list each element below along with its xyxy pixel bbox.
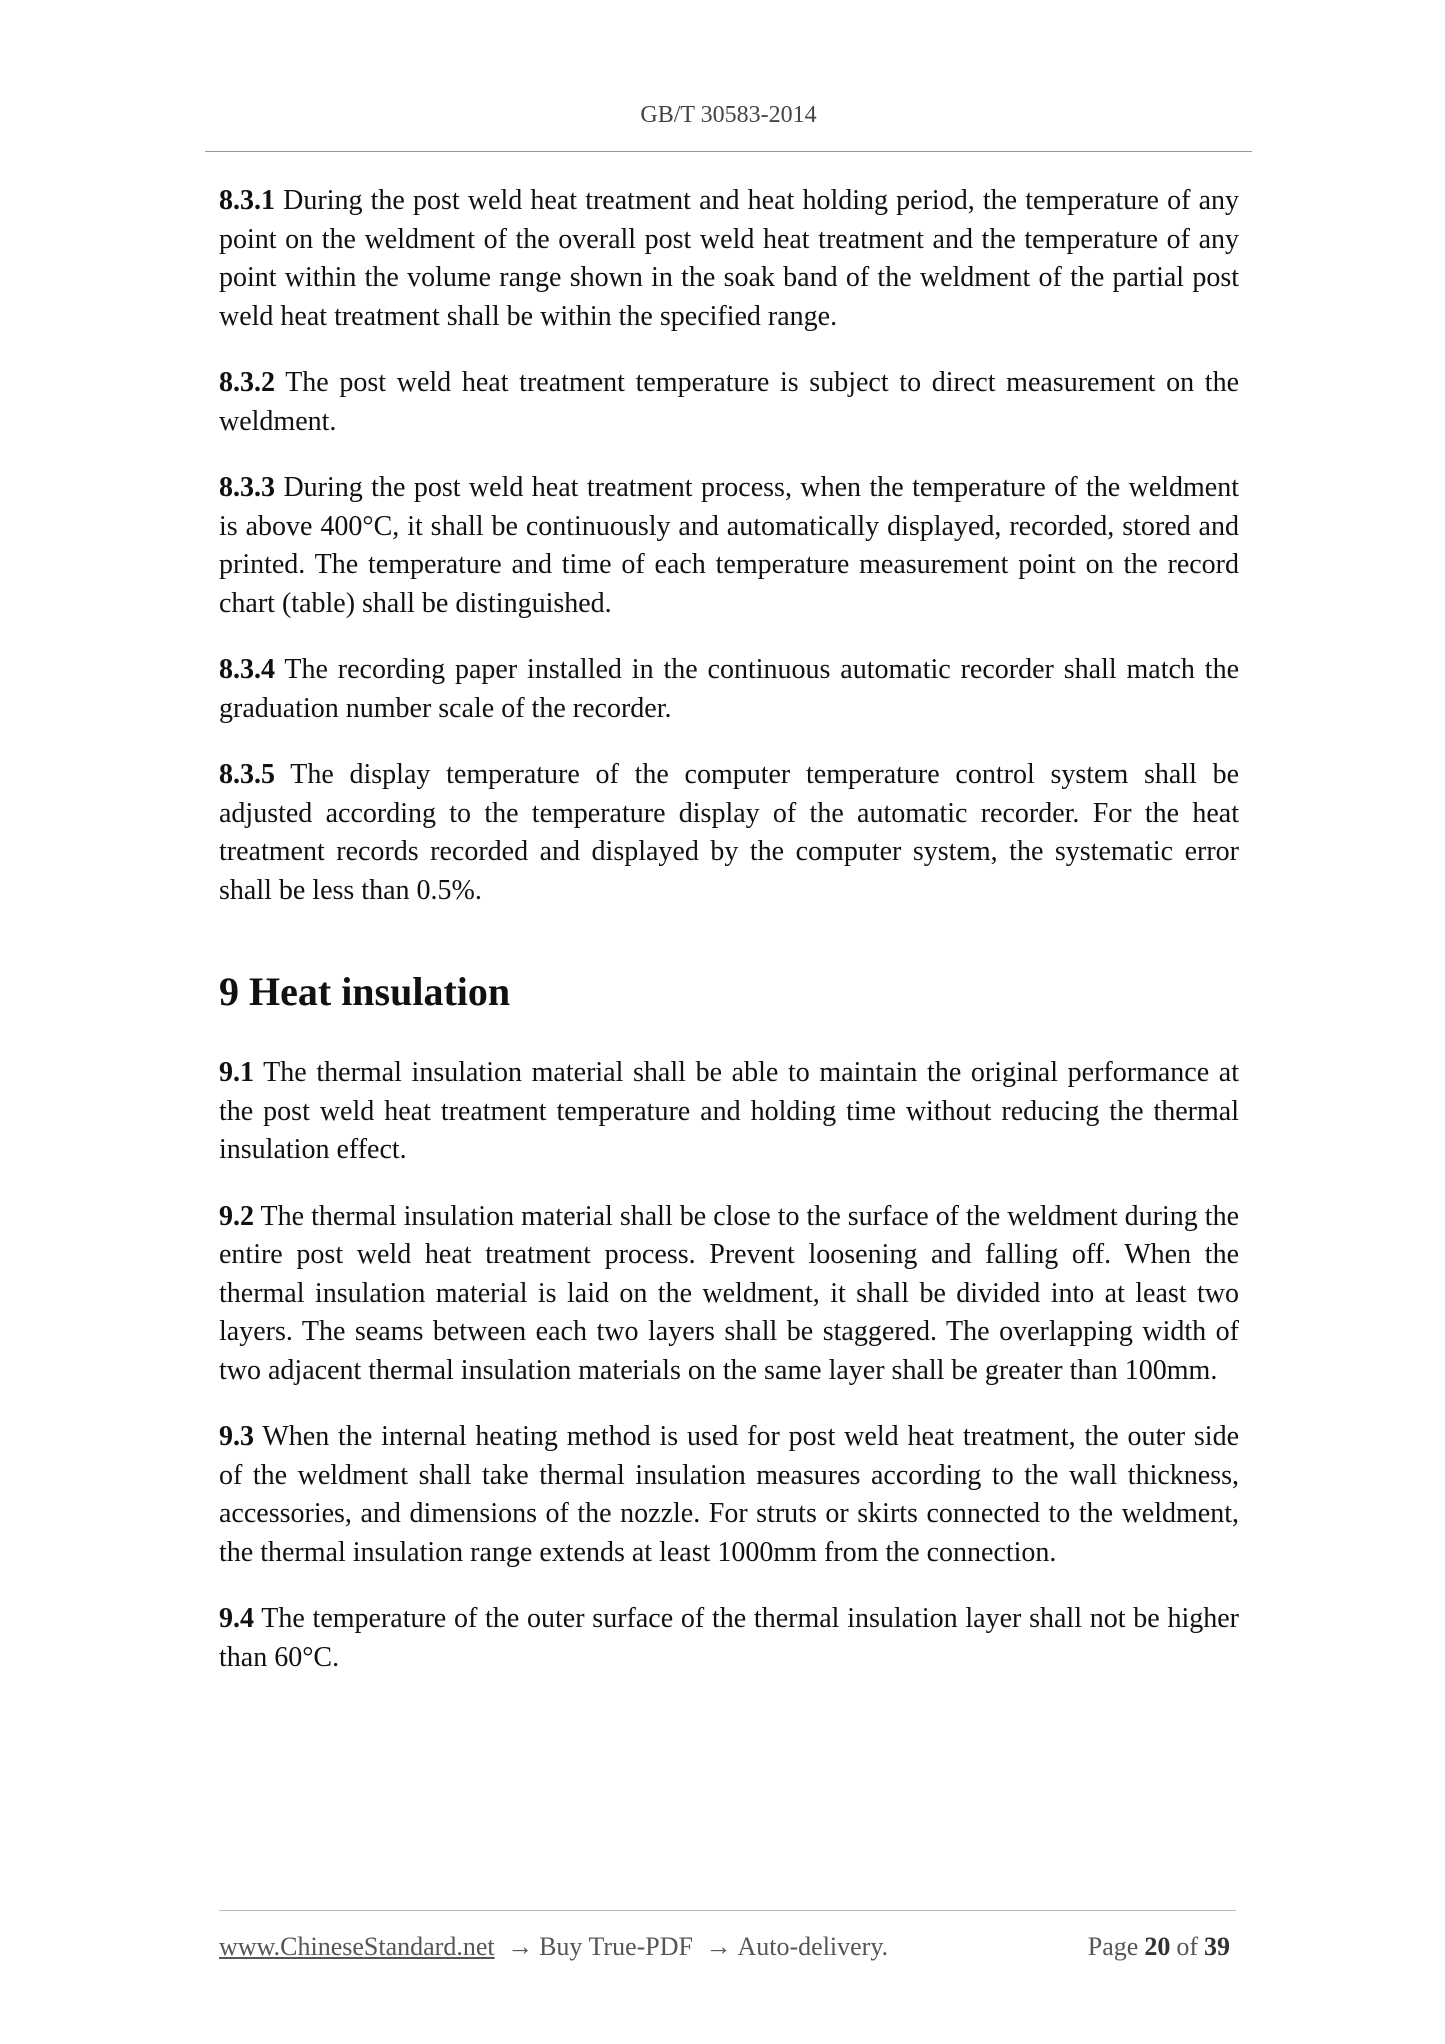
total-pages: 39 — [1204, 1932, 1230, 1961]
clause-text: The thermal insulation material shall be close to the surface of the weldment during the entire post weld heat treatment process. Prevent loosening and falling off. When the thermal insulation material is laid on the weldment, it shall be divided into at least two layers. The seams between each two layers shall be staggered. The overlapping width of two adjacent thermal insulation materials on the same layer shall be greater than 100mm. — [219, 1200, 1239, 1386]
page-footer — [219, 1932, 1236, 1962]
clause-8-3-1 — [219, 182, 1239, 336]
clause-8-3-3 — [219, 469, 1239, 623]
page-content — [219, 182, 1239, 1705]
clause-number: 8.3.5 — [219, 759, 275, 790]
clause-9-1 — [219, 1054, 1239, 1170]
clause-text: The recording paper installed in the continuous automatic recorder shall match the graduation number scale of the recorder. — [219, 654, 1239, 724]
clause-number: 8.3.2 — [219, 367, 275, 398]
clause-9-3 — [219, 1418, 1239, 1572]
clause-text: During the post weld heat treatment and heat holding period, the temperature of any point on the weldment of the overall post weld heat treatment and the temperature of any point within the volume range shown in the soak band of the weldment of the partial post weld heat treatment shall be within the specified range. — [219, 185, 1239, 332]
clause-text: The post weld heat treatment temperature is subject to direct measurement on the weldment. — [219, 367, 1240, 437]
clause-number: 8.3.3 — [219, 472, 275, 503]
page-label: Page — [1087, 1932, 1139, 1961]
footer-divider — [219, 1910, 1236, 1911]
clause-number: 8.3.4 — [219, 654, 275, 685]
clause-number: 8.3.1 — [219, 185, 275, 216]
clause-number: 9.4 — [219, 1603, 254, 1634]
page-number — [1088, 1932, 1236, 1962]
footer-links — [219, 1932, 888, 1962]
clause-8-3-4 — [219, 651, 1239, 728]
clause-8-3-5 — [219, 756, 1239, 910]
header-divider — [205, 151, 1252, 152]
clause-9-2 — [219, 1198, 1239, 1391]
section-title: 9 Heat insulation — [219, 969, 511, 1014]
current-page: 20 — [1144, 1932, 1171, 1961]
clause-9-4 — [219, 1600, 1239, 1677]
clause-number: 9.1 — [219, 1057, 254, 1088]
clause-text: During the post weld heat treatment process, when the temperature of the weldment is above 400°C, it shall be continuously and automatically displayed, recorded, stored and printed. The temperature and time of each temperature measurement point on the record chart (table) shall be distinguished. — [219, 472, 1240, 619]
clause-text: When the internal heating method is used for post weld heat treatment, the outer side of the weldment shall take thermal insulation measures according to the wall thickness, accessories, and dimensions of the nozzle. For struts or skirts connected to the weldment, the thermal insulation range extends at least 1000mm from the connection. — [219, 1421, 1240, 1568]
buy-pdf-text: Buy True-PDF — [539, 1932, 693, 1961]
of-label: of — [1176, 1932, 1198, 1961]
clause-number: 9.3 — [219, 1421, 254, 1452]
clause-text: The thermal insulation material shall be able to maintain the original performance at the post weld heat treatment temperature and holding time without reducing the thermal insulation effect. — [219, 1057, 1239, 1165]
delivery-text: Auto-delivery. — [737, 1932, 889, 1961]
clause-text: The display temperature of the computer temperature control system shall be adjusted according to the temperature display of the automatic recorder. For the heat treatment records recorded and displayed by the computer system, the systematic error shall be less than 0.5%. — [219, 759, 1239, 906]
site-link[interactable]: www.ChineseStandard.net — [219, 1932, 495, 1961]
arrow-right-icon: → — [705, 1932, 732, 1961]
clause-text: The temperature of the outer surface of the thermal insulation layer shall not be higher than 60°C. — [219, 1603, 1239, 1673]
clause-8-3-2 — [219, 364, 1239, 441]
arrow-right-icon: → — [507, 1932, 534, 1961]
clause-number: 9.2 — [219, 1200, 254, 1232]
document-header: GB/T 30583-2014 — [640, 102, 817, 128]
